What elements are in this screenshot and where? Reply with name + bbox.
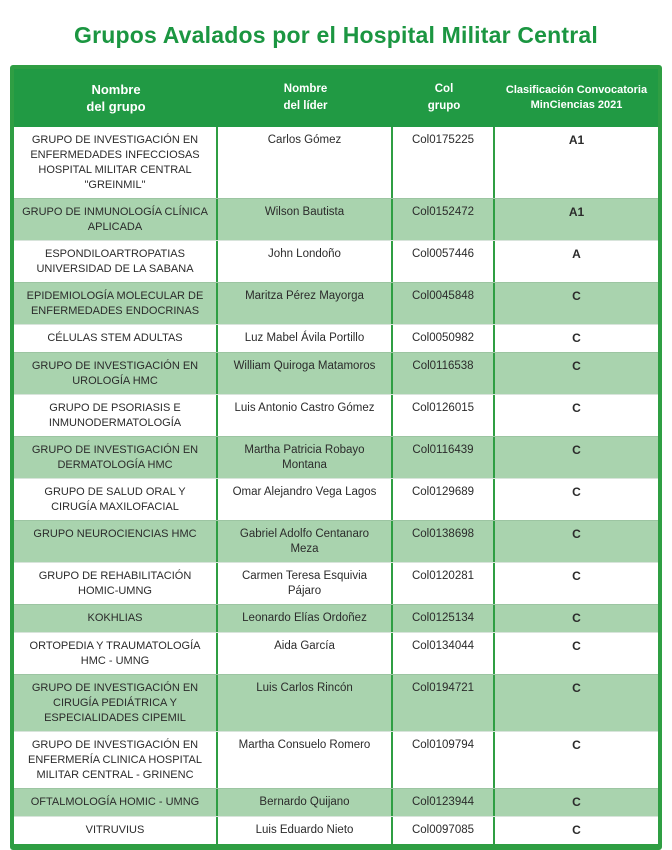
classification-cell: A1 [568,205,585,219]
classification-cell: C [572,795,581,809]
col-code-cell: Col0138698 [393,521,495,562]
table-row [14,282,658,324]
leader-name-cell: Luis Carlos Rincón [218,675,393,731]
table-row [14,562,658,604]
col-code-cell: Col0126015 [393,395,495,436]
leader-name-cell: Leonardo Elías Ordoñez [218,605,393,632]
leader-name-cell: Wilson Bautista [218,199,393,240]
classification-cell: C [572,401,581,415]
table-header-row [14,69,658,127]
header-group-name-line1: Nombre [91,82,141,97]
header-classification [495,69,658,127]
table-row [14,604,658,632]
col-code-cell: Col0129689 [393,479,495,520]
col-code-cell: Col0109794 [393,732,495,788]
header-col-code-line2: grupo [427,100,461,112]
col-code-cell: Col0134044 [393,633,495,674]
classification-cell: C [572,527,581,541]
group-name-cell: GRUPO DE INVESTIGACIÓN EN UROLOGÍA HMC [14,353,218,394]
group-name-cell: GRUPO DE REHABILITACIÓN HOMIC-UMNG [14,563,218,604]
group-name-cell: GRUPO DE INMUNOLOGÍA CLÍNICA APLICADA [14,199,218,240]
leader-name-cell: Martha Consuelo Romero [218,732,393,788]
page-title: Grupos Avalados por el Hospital Militar Central [73,22,598,48]
col-code-cell: Col0175225 [393,127,495,198]
classification-cell: C [572,289,581,303]
header-col-code-line1: Col [434,83,454,95]
classification-cell: C [572,681,581,695]
leader-name-cell: Omar Alejandro Vega Lagos [218,479,393,520]
table-body [14,127,658,844]
header-col-code [393,69,495,127]
groups-table [10,65,662,850]
table-row [14,816,658,844]
header-group-name [14,69,218,127]
leader-name-cell: Luz Mabel Ávila Portillo [218,325,393,352]
col-code-cell: Col0045848 [393,283,495,324]
col-code-cell: Col0097085 [393,817,495,844]
col-code-cell: Col0123944 [393,789,495,816]
classification-cell: C [572,823,581,837]
group-name-cell: GRUPO NEUROCIENCIAS HMC [14,521,218,562]
leader-name-cell: Luis Antonio Castro Gómez [218,395,393,436]
group-name-cell: GRUPO DE INVESTIGACIÓN EN CIRUGÍA PEDIÁTRICA Y ESPECIALIDADES CIPEMIL [14,675,218,731]
header-leader-name-line2: del líder [283,100,328,112]
group-name-cell: GRUPO DE SALUD ORAL Y CIRUGÍA MAXILOFACIAL [14,479,218,520]
group-name-cell: VITRUVIUS [14,817,218,844]
col-code-cell: Col0116538 [393,353,495,394]
classification-cell: A [572,247,581,261]
group-name-cell: GRUPO DE INVESTIGACIÓN EN ENFERMEDADES INFECCIOSAS HOSPITAL MILITAR CENTRAL "GREINMIL" [14,127,218,198]
classification-cell: C [572,639,581,653]
group-name-cell: EPIDEMIOLOGÍA MOLECULAR DE ENFERMEDADES ENDOCRINAS [14,283,218,324]
table-row [14,674,658,731]
table-row [14,394,658,436]
header-leader-name-line1: Nombre [283,83,328,95]
leader-name-cell: Bernardo Quijano [218,789,393,816]
group-name-cell: OFTALMOLOGÍA HOMIC - UMNG [14,789,218,816]
group-name-cell: ESPONDILOARTROPATIAS UNIVERSIDAD DE LA SABANA [14,241,218,282]
header-classification-line2: MinCiencias 2021 [530,99,623,111]
group-name-cell: GRUPO DE PSORIASIS E INMUNODERMATOLOGÍA [14,395,218,436]
table-row [14,198,658,240]
col-code-cell: Col0152472 [393,199,495,240]
table-row [14,632,658,674]
table-row [14,127,658,198]
col-code-cell: Col0194721 [393,675,495,731]
classification-cell: C [572,359,581,373]
leader-name-cell: Carmen Teresa Esquivia Pájaro [218,563,393,604]
table-row [14,324,658,352]
table-row [14,240,658,282]
leader-name-cell: John Londoño [218,241,393,282]
header-leader-name [218,69,393,127]
group-name-cell: KOKHLIAS [14,605,218,632]
col-code-cell: Col0125134 [393,605,495,632]
table-row [14,352,658,394]
col-code-cell: Col0057446 [393,241,495,282]
classification-cell: C [572,611,581,625]
header-group-name-line2: del grupo [86,99,146,114]
leader-name-cell: Luis Eduardo Nieto [218,817,393,844]
classification-cell: A1 [568,133,585,147]
classification-cell: C [572,331,581,345]
col-code-cell: Col0116439 [393,437,495,478]
classification-cell: C [572,738,581,752]
group-name-cell: ORTOPEDIA Y TRAUMATOLOGÍA HMC - UMNG [14,633,218,674]
table-row [14,731,658,788]
classification-cell: C [572,569,581,583]
group-name-cell: GRUPO DE INVESTIGACIÓN EN ENFERMERÍA CLINICA HOSPITAL MILITAR CENTRAL - GRINENC [14,732,218,788]
group-name-cell: GRUPO DE INVESTIGACIÓN EN DERMATOLOGÍA HMC [14,437,218,478]
group-name-cell: CÉLULAS STEM ADULTAS [14,325,218,352]
col-code-cell: Col0120281 [393,563,495,604]
leader-name-cell: William Quiroga Matamoros [218,353,393,394]
classification-cell: C [572,443,581,457]
table-row [14,478,658,520]
classification-cell: C [572,485,581,499]
table-row [14,788,658,816]
leader-name-cell: Carlos Gómez [218,127,393,198]
table-row [14,520,658,562]
leader-name-cell: Maritza Pérez Mayorga [218,283,393,324]
leader-name-cell: Gabriel Adolfo Centanaro Meza [218,521,393,562]
table-row [14,436,658,478]
header-classification-line1: Clasificación Convocatoria [505,84,648,96]
col-code-cell: Col0050982 [393,325,495,352]
leader-name-cell: Aida García [218,633,393,674]
leader-name-cell: Martha Patricia Robayo Montana [218,437,393,478]
